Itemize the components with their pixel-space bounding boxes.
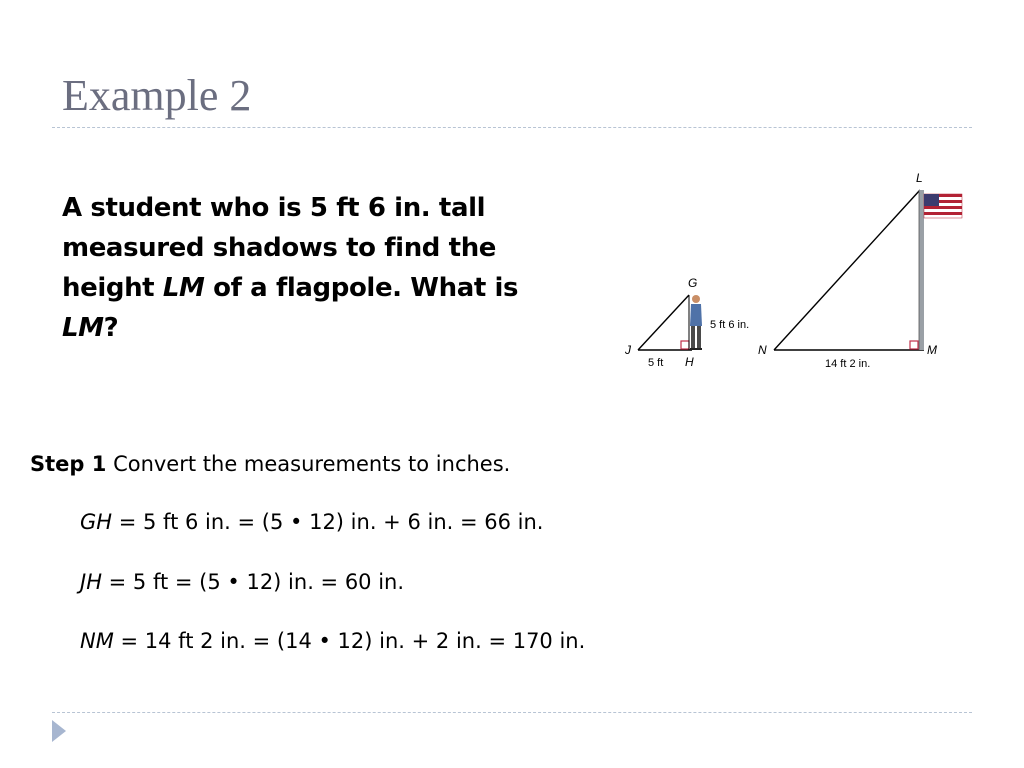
equation-gh <box>80 510 543 534</box>
equation-jh-expr: = 5 ft = (5 • 12) in. = 60 in. <box>101 570 405 594</box>
problem-statement <box>62 188 582 348</box>
flagpole-shadow-label: 14 ft 2 in. <box>825 358 871 370</box>
label-n: N <box>758 343 767 357</box>
student-height-label: 5 ft 6 in. <box>710 319 750 331</box>
equation-nm <box>80 629 585 653</box>
label-m: M <box>927 343 937 357</box>
equation-jh-var: JH <box>80 570 102 594</box>
label-j: J <box>625 343 631 357</box>
problem-text-2: of a flagpole. What is <box>204 273 519 303</box>
equation-gh-var: GH <box>80 510 113 534</box>
title-divider <box>52 127 972 128</box>
problem-var-lm: LM <box>162 273 205 303</box>
equation-nm-expr: = 14 ft 2 in. = (14 • 12) in. + 2 in. = 170 in. <box>113 629 586 653</box>
problem-text-3: ? <box>103 313 119 343</box>
equation-gh-expr: = 5 ft 6 in. = (5 • 12) in. + 6 in. = 66 in. <box>112 510 544 534</box>
flagpole <box>919 190 924 350</box>
flagpole-hypotenuse <box>774 190 920 350</box>
step-1-label: Step 1 <box>30 452 107 476</box>
equation-jh <box>80 570 404 594</box>
label-h: H <box>685 355 694 369</box>
label-g: G <box>688 276 698 290</box>
next-slide-arrow-icon[interactable] <box>52 720 66 742</box>
footer-divider <box>52 712 972 713</box>
shadow-diagram <box>600 160 980 375</box>
flag-icon <box>924 194 962 218</box>
right-angle-mark-h <box>681 341 689 349</box>
slide-title: Example 2 <box>62 71 252 120</box>
step-1 <box>30 452 510 476</box>
problem-var-lm-question: LM <box>62 313 104 343</box>
right-angle-mark-m <box>910 341 918 349</box>
problem-text-1: A student who is 5 ft 6 in. tall measured shadows to find the height <box>62 193 497 303</box>
label-l: L <box>916 171 923 185</box>
student-figure <box>690 295 702 350</box>
student-shadow-label: 5 ft <box>648 357 664 369</box>
step-1-text: Convert the measurements to inches. <box>113 452 511 476</box>
equation-nm-var: NM <box>80 629 114 653</box>
